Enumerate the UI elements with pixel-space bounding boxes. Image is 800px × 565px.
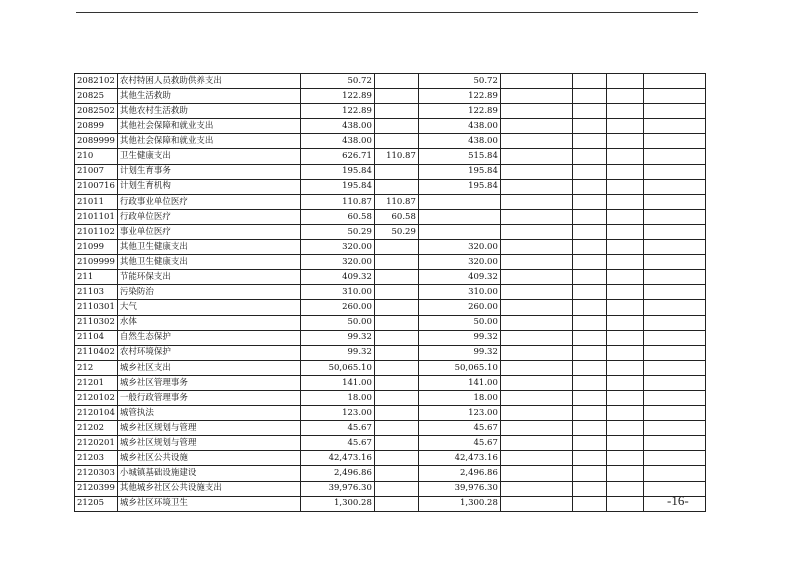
empty-cell [643, 285, 705, 300]
total-amount-cell: 122.89 [300, 104, 374, 119]
empty-cell [500, 240, 572, 255]
table-row [75, 375, 706, 390]
empty-cell [606, 285, 643, 300]
project-expenditure-cell: 195.84 [418, 179, 500, 194]
total-amount-cell: 99.32 [300, 345, 374, 360]
item-name-cell: 卫生健康支出 [117, 149, 300, 164]
empty-cell [643, 270, 705, 285]
empty-cell [606, 390, 643, 405]
empty-cell [643, 451, 705, 466]
classification-code-cell: 212 [75, 360, 118, 375]
classification-code-cell: 2120102 [75, 390, 118, 405]
empty-cell [500, 300, 572, 315]
item-name-cell: 节能环保支出 [117, 270, 300, 285]
basic-expenditure-cell [374, 255, 418, 270]
total-amount-cell: 50,065.10 [300, 360, 374, 375]
total-amount-cell: 99.32 [300, 330, 374, 345]
table-row [75, 300, 706, 315]
total-amount-cell: 50.00 [300, 315, 374, 330]
empty-cell [500, 360, 572, 375]
total-amount-cell: 195.84 [300, 179, 374, 194]
empty-cell [572, 360, 606, 375]
total-amount-cell: 438.00 [300, 134, 374, 149]
empty-cell [572, 164, 606, 179]
empty-cell [643, 209, 705, 224]
table-row [75, 390, 706, 405]
table-row [75, 89, 706, 104]
classification-code-cell: 21011 [75, 194, 118, 209]
classification-code-cell: 20825 [75, 89, 118, 104]
total-amount-cell: 438.00 [300, 119, 374, 134]
item-name-cell: 其他卫生健康支出 [117, 255, 300, 270]
table-row [75, 224, 706, 239]
table-row [75, 240, 706, 255]
project-expenditure-cell: 122.89 [418, 104, 500, 119]
total-amount-cell: 626.71 [300, 149, 374, 164]
empty-cell [572, 375, 606, 390]
table-row [75, 270, 706, 285]
empty-cell [643, 255, 705, 270]
total-amount-cell: 45.67 [300, 436, 374, 451]
table-row [75, 421, 706, 436]
table-row [75, 179, 706, 194]
basic-expenditure-cell [374, 360, 418, 375]
project-expenditure-cell [418, 209, 500, 224]
empty-cell [572, 89, 606, 104]
empty-cell [500, 119, 572, 134]
basic-expenditure-cell [374, 375, 418, 390]
empty-cell [643, 164, 705, 179]
classification-code-cell: 2082502 [75, 104, 118, 119]
total-amount-cell: 2,496.86 [300, 466, 374, 481]
project-expenditure-cell: 438.00 [418, 119, 500, 134]
empty-cell [572, 421, 606, 436]
table-body [75, 74, 706, 512]
empty-cell [606, 496, 643, 511]
empty-cell [606, 360, 643, 375]
empty-cell [572, 496, 606, 511]
basic-expenditure-cell [374, 315, 418, 330]
table-row [75, 74, 706, 89]
basic-expenditure-cell [374, 164, 418, 179]
empty-cell [572, 255, 606, 270]
project-expenditure-cell: 50.72 [418, 74, 500, 89]
empty-cell [500, 330, 572, 345]
total-amount-cell: 60.58 [300, 209, 374, 224]
empty-cell [572, 194, 606, 209]
project-expenditure-cell: 45.67 [418, 436, 500, 451]
empty-cell [500, 164, 572, 179]
basic-expenditure-cell [374, 240, 418, 255]
empty-cell [572, 345, 606, 360]
empty-cell [643, 179, 705, 194]
item-name-cell: 行政事业单位医疗 [117, 194, 300, 209]
basic-expenditure-cell [374, 330, 418, 345]
empty-cell [500, 496, 572, 511]
basic-expenditure-cell [374, 481, 418, 496]
total-amount-cell: 110.87 [300, 194, 374, 209]
empty-cell [643, 345, 705, 360]
empty-cell [643, 89, 705, 104]
item-name-cell: 农村环境保护 [117, 345, 300, 360]
total-amount-cell: 310.00 [300, 285, 374, 300]
classification-code-cell: 21205 [75, 496, 118, 511]
empty-cell [500, 390, 572, 405]
basic-expenditure-cell [374, 300, 418, 315]
empty-cell [643, 194, 705, 209]
empty-cell [500, 224, 572, 239]
empty-cell [606, 421, 643, 436]
classification-code-cell: 2101102 [75, 224, 118, 239]
empty-cell [606, 375, 643, 390]
item-name-cell: 城乡社区支出 [117, 360, 300, 375]
empty-cell [500, 134, 572, 149]
total-amount-cell: 123.00 [300, 406, 374, 421]
classification-code-cell: 2120104 [75, 406, 118, 421]
classification-code-cell: 2120399 [75, 481, 118, 496]
empty-cell [643, 149, 705, 164]
table-row [75, 466, 706, 481]
project-expenditure-cell: 123.00 [418, 406, 500, 421]
total-amount-cell: 195.84 [300, 164, 374, 179]
classification-code-cell: 2120201 [75, 436, 118, 451]
total-amount-cell: 141.00 [300, 375, 374, 390]
empty-cell [606, 466, 643, 481]
empty-cell [572, 451, 606, 466]
project-expenditure-cell: 2,496.86 [418, 466, 500, 481]
item-name-cell: 行政单位医疗 [117, 209, 300, 224]
empty-cell [572, 134, 606, 149]
classification-code-cell: 2110402 [75, 345, 118, 360]
classification-code-cell: 2100716 [75, 179, 118, 194]
classification-code-cell: 21007 [75, 164, 118, 179]
table-row [75, 496, 706, 511]
item-name-cell: 事业单位医疗 [117, 224, 300, 239]
item-name-cell: 计划生育事务 [117, 164, 300, 179]
basic-expenditure-cell [374, 466, 418, 481]
empty-cell [572, 179, 606, 194]
classification-code-cell: 21104 [75, 330, 118, 345]
empty-cell [643, 74, 705, 89]
empty-cell [606, 300, 643, 315]
basic-expenditure-cell [374, 285, 418, 300]
empty-cell [572, 390, 606, 405]
empty-cell [572, 285, 606, 300]
empty-cell [572, 330, 606, 345]
project-expenditure-cell: 18.00 [418, 390, 500, 405]
empty-cell [572, 74, 606, 89]
empty-cell [606, 179, 643, 194]
total-amount-cell: 1,300.28 [300, 496, 374, 511]
item-name-cell: 自然生态保护 [117, 330, 300, 345]
empty-cell [606, 104, 643, 119]
empty-cell [643, 466, 705, 481]
empty-cell [643, 300, 705, 315]
total-amount-cell: 320.00 [300, 255, 374, 270]
total-amount-cell: 122.89 [300, 89, 374, 104]
item-name-cell: 大气 [117, 300, 300, 315]
empty-cell [606, 74, 643, 89]
empty-cell [606, 451, 643, 466]
total-amount-cell: 45.67 [300, 421, 374, 436]
item-name-cell: 其他城乡社区公共设施支出 [117, 481, 300, 496]
classification-code-cell: 2110302 [75, 315, 118, 330]
total-amount-cell: 42,473.16 [300, 451, 374, 466]
empty-cell [500, 285, 572, 300]
empty-cell [643, 360, 705, 375]
item-name-cell: 其他社会保障和就业支出 [117, 119, 300, 134]
item-name-cell: 城乡社区规划与管理 [117, 421, 300, 436]
item-name-cell: 其他生活救助 [117, 89, 300, 104]
item-name-cell: 城管执法 [117, 406, 300, 421]
empty-cell [500, 436, 572, 451]
empty-cell [572, 300, 606, 315]
empty-cell [606, 345, 643, 360]
item-name-cell: 城乡社区规划与管理 [117, 436, 300, 451]
item-name-cell: 农村特困人员救助供养支出 [117, 74, 300, 89]
classification-code-cell: 2082102 [75, 74, 118, 89]
total-amount-cell: 50.72 [300, 74, 374, 89]
empty-cell [643, 375, 705, 390]
total-amount-cell: 409.32 [300, 270, 374, 285]
empty-cell [643, 406, 705, 421]
budget-expenditure-table [74, 73, 706, 512]
item-name-cell: 计划生育机构 [117, 179, 300, 194]
empty-cell [572, 481, 606, 496]
empty-cell [500, 451, 572, 466]
empty-cell [606, 164, 643, 179]
empty-cell [500, 89, 572, 104]
basic-expenditure-cell [374, 390, 418, 405]
total-amount-cell: 320.00 [300, 240, 374, 255]
table-row [75, 451, 706, 466]
project-expenditure-cell: 310.00 [418, 285, 500, 300]
empty-cell [500, 255, 572, 270]
classification-code-cell: 2110301 [75, 300, 118, 315]
item-name-cell: 水体 [117, 315, 300, 330]
table-row [75, 406, 706, 421]
table-row [75, 481, 706, 496]
table-row [75, 436, 706, 451]
basic-expenditure-cell: 50.29 [374, 224, 418, 239]
empty-cell [606, 481, 643, 496]
classification-code-cell: 20899 [75, 119, 118, 134]
item-name-cell: 一般行政管理事务 [117, 390, 300, 405]
empty-cell [606, 194, 643, 209]
empty-cell [606, 330, 643, 345]
classification-code-cell: 21103 [75, 285, 118, 300]
basic-expenditure-cell [374, 406, 418, 421]
empty-cell [500, 315, 572, 330]
item-name-cell: 其他卫生健康支出 [117, 240, 300, 255]
total-amount-cell: 39,976.30 [300, 481, 374, 496]
empty-cell [606, 406, 643, 421]
total-amount-cell: 260.00 [300, 300, 374, 315]
empty-cell [606, 255, 643, 270]
empty-cell [572, 209, 606, 224]
total-amount-cell: 50.29 [300, 224, 374, 239]
table-row [75, 209, 706, 224]
project-expenditure-cell: 260.00 [418, 300, 500, 315]
basic-expenditure-cell [374, 134, 418, 149]
basic-expenditure-cell [374, 119, 418, 134]
project-expenditure-cell: 42,473.16 [418, 451, 500, 466]
empty-cell [643, 104, 705, 119]
total-amount-cell: 18.00 [300, 390, 374, 405]
empty-cell [572, 466, 606, 481]
empty-cell [572, 240, 606, 255]
project-expenditure-cell [418, 224, 500, 239]
empty-cell [643, 134, 705, 149]
classification-code-cell: 211 [75, 270, 118, 285]
table-row [75, 315, 706, 330]
classification-code-cell: 2120303 [75, 466, 118, 481]
empty-cell [500, 345, 572, 360]
table-row [75, 255, 706, 270]
empty-cell [500, 481, 572, 496]
project-expenditure-cell: 438.00 [418, 134, 500, 149]
classification-code-cell: 21099 [75, 240, 118, 255]
header-rule [76, 12, 698, 13]
project-expenditure-cell: 515.84 [418, 149, 500, 164]
project-expenditure-cell: 50.00 [418, 315, 500, 330]
empty-cell [572, 406, 606, 421]
classification-code-cell: 2109999 [75, 255, 118, 270]
empty-cell [643, 390, 705, 405]
basic-expenditure-cell: 110.87 [374, 149, 418, 164]
table-row [75, 134, 706, 149]
empty-cell [500, 179, 572, 194]
project-expenditure-cell: 99.32 [418, 330, 500, 345]
item-name-cell: 城乡社区管理事务 [117, 375, 300, 390]
page-number: -16- [667, 493, 689, 508]
table-row [75, 194, 706, 209]
classification-code-cell: 21201 [75, 375, 118, 390]
project-expenditure-cell: 50,065.10 [418, 360, 500, 375]
project-expenditure-cell: 409.32 [418, 270, 500, 285]
basic-expenditure-cell [374, 89, 418, 104]
project-expenditure-cell: 99.32 [418, 345, 500, 360]
empty-cell [572, 270, 606, 285]
project-expenditure-cell: 39,976.30 [418, 481, 500, 496]
basic-expenditure-cell [374, 496, 418, 511]
empty-cell [572, 149, 606, 164]
empty-cell [606, 134, 643, 149]
classification-code-cell: 21202 [75, 421, 118, 436]
table-row [75, 345, 706, 360]
table-row [75, 360, 706, 375]
project-expenditure-cell: 1,300.28 [418, 496, 500, 511]
basic-expenditure-cell [374, 270, 418, 285]
item-name-cell: 城乡社区公共设施 [117, 451, 300, 466]
basic-expenditure-cell [374, 421, 418, 436]
item-name-cell: 其他农村生活救助 [117, 104, 300, 119]
empty-cell [572, 224, 606, 239]
item-name-cell: 小城镇基础设施建设 [117, 466, 300, 481]
empty-cell [572, 315, 606, 330]
empty-cell [572, 436, 606, 451]
basic-expenditure-cell: 110.87 [374, 194, 418, 209]
table-row [75, 149, 706, 164]
empty-cell [606, 315, 643, 330]
item-name-cell: 城乡社区环境卫生 [117, 496, 300, 511]
classification-code-cell: 2089999 [75, 134, 118, 149]
empty-cell [500, 421, 572, 436]
empty-cell [500, 209, 572, 224]
empty-cell [606, 89, 643, 104]
empty-cell [500, 466, 572, 481]
item-name-cell: 污染防治 [117, 285, 300, 300]
empty-cell [606, 209, 643, 224]
table-row [75, 119, 706, 134]
empty-cell [500, 74, 572, 89]
classification-code-cell: 21203 [75, 451, 118, 466]
empty-cell [643, 224, 705, 239]
empty-cell [500, 270, 572, 285]
item-name-cell: 其他社会保障和就业支出 [117, 134, 300, 149]
project-expenditure-cell: 320.00 [418, 255, 500, 270]
empty-cell [606, 436, 643, 451]
empty-cell [606, 119, 643, 134]
project-expenditure-cell: 320.00 [418, 240, 500, 255]
basic-expenditure-cell: 60.58 [374, 209, 418, 224]
basic-expenditure-cell [374, 104, 418, 119]
basic-expenditure-cell [374, 74, 418, 89]
project-expenditure-cell: 141.00 [418, 375, 500, 390]
empty-cell [500, 194, 572, 209]
empty-cell [643, 436, 705, 451]
table-row [75, 104, 706, 119]
empty-cell [643, 421, 705, 436]
empty-cell [500, 375, 572, 390]
empty-cell [606, 224, 643, 239]
empty-cell [643, 330, 705, 345]
empty-cell [500, 149, 572, 164]
basic-expenditure-cell [374, 451, 418, 466]
table-row [75, 285, 706, 300]
basic-expenditure-cell [374, 436, 418, 451]
empty-cell [572, 104, 606, 119]
empty-cell [606, 240, 643, 255]
project-expenditure-cell: 45.67 [418, 421, 500, 436]
project-expenditure-cell [418, 194, 500, 209]
empty-cell [643, 315, 705, 330]
classification-code-cell: 210 [75, 149, 118, 164]
table-row [75, 330, 706, 345]
empty-cell [500, 104, 572, 119]
empty-cell [572, 119, 606, 134]
table-row [75, 164, 706, 179]
classification-code-cell: 2101101 [75, 209, 118, 224]
empty-cell [606, 270, 643, 285]
project-expenditure-cell: 195.84 [418, 164, 500, 179]
empty-cell [500, 406, 572, 421]
project-expenditure-cell: 122.89 [418, 89, 500, 104]
empty-cell [606, 149, 643, 164]
basic-expenditure-cell [374, 179, 418, 194]
basic-expenditure-cell [374, 345, 418, 360]
empty-cell [643, 240, 705, 255]
empty-cell [643, 119, 705, 134]
